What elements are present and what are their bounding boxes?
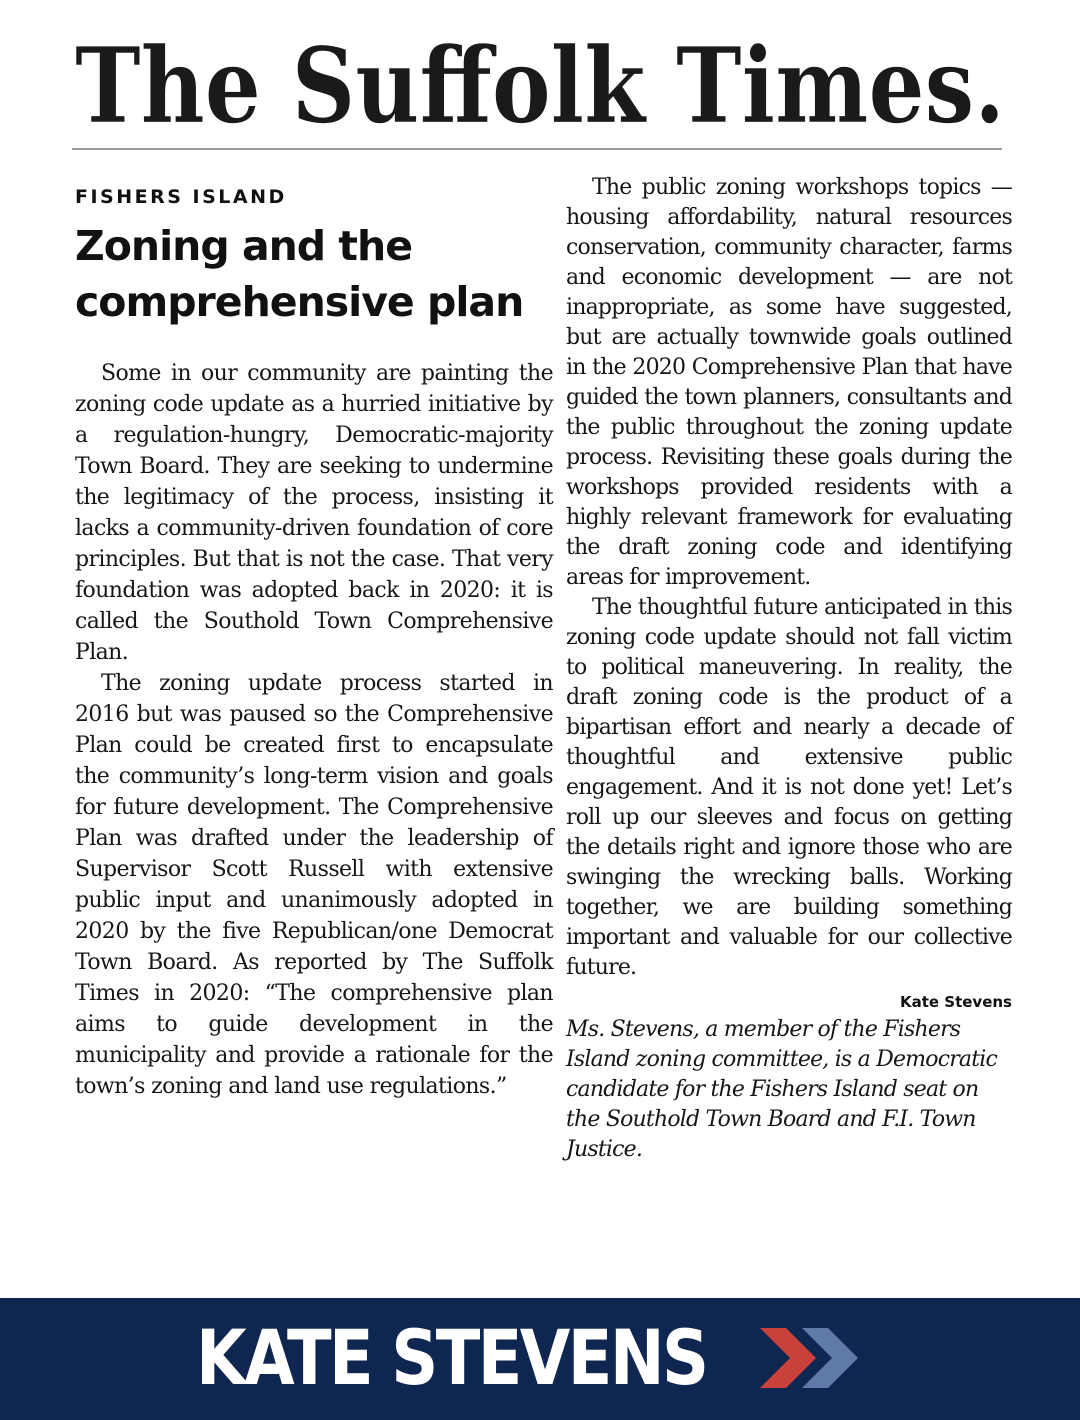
double-chevron-right-icon <box>752 1320 892 1396</box>
article-paragraph: The zoning update process started in 2016 but was paused so the Comprehensive Plan could be created first to encapsulate the community’s long-term vision and goals for future development. The Comprehensive Plan was drafted under the leadership of Supervisor Scott Russell with extensive public input and unanimously adopted in 2020 by the five Republican/one Democrat Town Board. As reported by The Suffolk Times in 2020: “The comprehensive plan aims to guide development in the municipality and provide a rationale for the town’s zoning and land use regulations.” <box>75 671 553 1099</box>
article-column-left <box>75 186 553 1102</box>
masthead-logo <box>60 14 1020 154</box>
section-kicker: FISHERS ISLAND <box>75 186 287 208</box>
article-headline: Zoning and the comprehensive plan <box>75 222 524 326</box>
article-body-left <box>75 358 553 1102</box>
masthead-rule <box>72 148 1002 150</box>
article-paragraph: The thoughtful future anticipated in this zoning code update should not fall victim to political maneuvering. In reality, the draft zoning code is the product of a bipartisan effort and nearly a decade of thoughtful and extensive public engagement. And it is not done yet! Let’s roll up our sleeves and focus on getting the details right and ignore those who are swinging the wrecking balls. Working together, we are building something important and valuable for our collective future. <box>566 595 1012 980</box>
article-paragraph: The public zoning workshops topics — housing affordability, natural resources conservation, community character, farms and economic development — are not inappropriate, as some have suggested, but are actually townwide goals outlined in the 2020 Comprehensive Plan that have guided the town planners, consultants and the public throughout the zoning update process. Revisiting these goals during the workshops provided residents with a highly relevant framework for evaluating the draft zoning code and identifying areas for improvement. <box>566 175 1012 590</box>
article-column-right <box>566 173 1012 1165</box>
article-paragraph: Some in our community are painting the zoning code update as a hurried initiative by a regulation-hungry, Democratic-majority Town Board. They are seeking to undermine the legitimacy of the process, insisting it lacks a community-driven foundation of core principles. But that is not the case. That very foundation was adopted back in 2020: it is called the Southold Town Comprehensive Plan. <box>75 361 553 665</box>
banner-name: KATE STEVENS <box>196 1313 707 1402</box>
masthead-title: The Suffolk Times. <box>75 24 1005 147</box>
article-body-right <box>566 173 1012 983</box>
author-bio: Ms. Stevens, a member of the Fishers Island zoning committee, is a Democratic candidate for the Fishers Island seat on the Southold Town Board and F.I. Town Justice. <box>566 1017 998 1162</box>
author-byline: Kate Stevens <box>899 993 1012 1011</box>
